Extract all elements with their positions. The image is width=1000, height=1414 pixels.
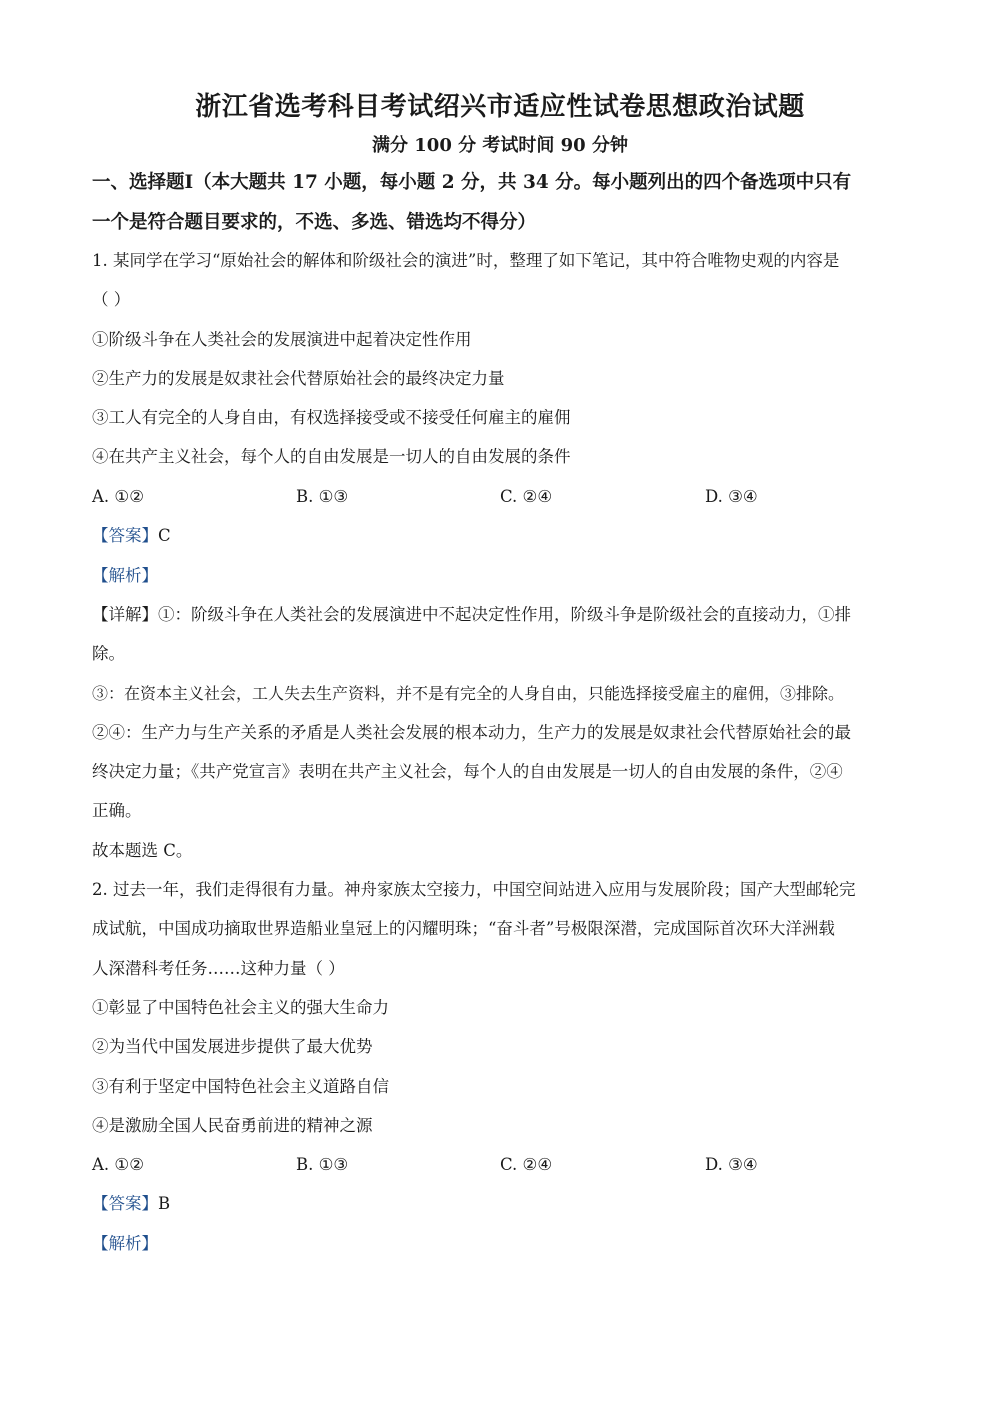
q1-option-b: B. ①③ [296, 487, 349, 506]
q1-detail-line-2: 除。 [92, 644, 125, 663]
q2-answer [92, 1192, 922, 1216]
q1-detail-line-6: 正确。 [92, 801, 142, 820]
q1-stem-line-2: （ ） [92, 290, 131, 309]
q1-option-c: C. ②④ [500, 487, 553, 506]
q1-detail-text-1: ①：阶级斗争在人类社会的发展演进中不起决定性作用，阶级斗争是阶级社会的直接动力，①排 [158, 605, 851, 624]
q2-item-3: ③有利于坚定中国特色社会主义道路自信 [92, 1077, 389, 1096]
exam-info: 满分 100 分 考试时间 90 分钟 [372, 135, 628, 156]
q2-item-2: ②为当代中国发展进步提供了最大优势 [92, 1037, 373, 1056]
q1-option-d: D. ③④ [705, 487, 758, 506]
section-heading-line-2: 一个是符合题目要求的，不选、多选、错选均不得分） [92, 212, 537, 233]
q2-stem-line-2: 成试航，中国成功摘取世界造船业皇冠上的闪耀明珠；“奋斗者”号极限深潜，完成国际首次环大洋洲载 [92, 919, 835, 938]
q1-detail-line-5: 终决定力量；《共产党宣言》表明在共产主义社会，每个人的自由发展是一切人的自由发展的条件，②④ [92, 762, 843, 781]
q1-detail-line-3: ③：在资本主义社会，工人失去生产资料，并不是有完全的人身自由，只能选择接受雇主的雇佣，③排除。 [92, 684, 845, 703]
answer-label: 【答案】 [92, 526, 158, 545]
q2-option-b: B. ①③ [296, 1155, 349, 1174]
q1-item-3: ③工人有完全的人身自由，有权选择接受或不接受任何雇主的雇佣 [92, 408, 571, 427]
q1-answer [92, 524, 922, 548]
q2-stem-line-1: 2. 过去一年，我们走得很有力量。神舟家族太空接力，中国空间站进入应用与发展阶段；国产大型邮轮完 [92, 880, 856, 899]
q1-detail-line-1 [92, 603, 922, 627]
q1-detail-line-4: ②④：生产力与生产关系的矛盾是人类社会发展的根本动力，生产力的发展是奴隶社会代替原始社会的最 [92, 723, 851, 742]
section-heading-line-1: 一、选择题Ⅰ（本大题共 17 小题，每小题 2 分，共 34 分。每小题列出的四个备选项中只有 [92, 172, 852, 193]
q2-option-c: C. ②④ [500, 1155, 553, 1174]
q1-stem-line-1: 1. 某同学在学习“原始社会的解体和阶级社会的演进”时，整理了如下笔记，其中符合唯物史观的内容是 [92, 251, 840, 270]
detail-label: 【详解】 [92, 605, 158, 624]
answer-label: 【答案】 [92, 1194, 158, 1213]
q1-item-4: ④在共产主义社会，每个人的自由发展是一切人的自由发展的条件 [92, 447, 571, 466]
q2-item-4: ④是激励全国人民奋勇前进的精神之源 [92, 1116, 373, 1135]
q1-item-1: ①阶级斗争在人类社会的发展演进中起着决定性作用 [92, 330, 472, 349]
q1-item-2: ②生产力的发展是奴隶社会代替原始社会的最终决定力量 [92, 369, 505, 388]
q1-option-a: A. ①② [92, 487, 144, 506]
q1-answer-value: C [158, 526, 171, 545]
q2-stem-line-3: 人深潜科考任务……这种力量（ ） [92, 959, 345, 978]
q2-analysis-label [92, 1232, 922, 1256]
q1-conclusion: 故本题选 C。 [92, 841, 193, 860]
page-title: 浙江省选考科目考试绍兴市适应性试卷思想政治试题 [195, 92, 805, 122]
q1-analysis-label [92, 564, 922, 588]
q2-option-a: A. ①② [92, 1155, 144, 1174]
q2-option-d: D. ③④ [705, 1155, 758, 1174]
analysis-label: 【解析】 [92, 566, 158, 585]
q2-item-1: ①彰显了中国特色社会主义的强大生命力 [92, 998, 389, 1017]
q2-answer-value: B [158, 1194, 171, 1213]
analysis-label: 【解析】 [92, 1234, 158, 1253]
